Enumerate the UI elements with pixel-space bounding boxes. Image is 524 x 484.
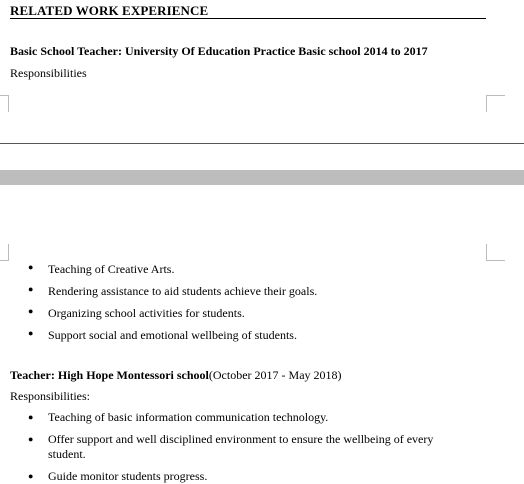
list-item-text: Guide monitor students progress.: [48, 469, 208, 483]
job2-title-text: Teacher: High Hope Montessori school: [10, 368, 209, 382]
page-corner-mark-left: [0, 95, 9, 112]
heading-rule: [10, 18, 486, 19]
bullet-icon: ●: [28, 412, 34, 422]
list-item-text: Offer support and well disciplined environment to ensure the wellbeing of every: [48, 432, 434, 446]
job1-title: Basic School Teacher: University Of Education Practice Basic school 2014 to 2017: [10, 44, 428, 58]
job2-dates: (October 2017 - May 2018): [208, 368, 342, 382]
list-item-text: Rendering assistance to aid students achieve their goals.: [48, 284, 318, 298]
bullet-icon: ●: [28, 328, 34, 338]
job1-responsibilities-label: Responsibilities: [10, 66, 87, 80]
page-corner-mark-right-2: [486, 244, 505, 261]
section-heading: RELATED WORK EXPERIENCE: [10, 3, 209, 18]
job2-title: [10, 368, 342, 383]
page-break-gap: [0, 170, 524, 185]
bullet-icon: ●: [28, 306, 34, 316]
page-bottom-edge: [0, 143, 524, 144]
job2-responsibilities-label: Responsibilities:: [10, 389, 91, 403]
page-corner-mark-right: [486, 95, 505, 112]
list-item-text: Organizing school activities for students.: [48, 306, 245, 320]
bullet-icon: ●: [28, 262, 34, 272]
bullet-icon: ●: [28, 284, 34, 294]
page-corner-mark-left-2: [0, 244, 9, 261]
list-item-text: Support social and emotional wellbeing of students.: [48, 328, 297, 342]
bullet-icon: ●: [28, 434, 34, 444]
bullet-icon: ●: [28, 471, 34, 481]
list-item-text: Teaching of Creative Arts.: [48, 262, 175, 276]
list-item-text-continued: student.: [48, 447, 86, 461]
list-item-text: Teaching of basic information communication technology.: [48, 410, 329, 424]
